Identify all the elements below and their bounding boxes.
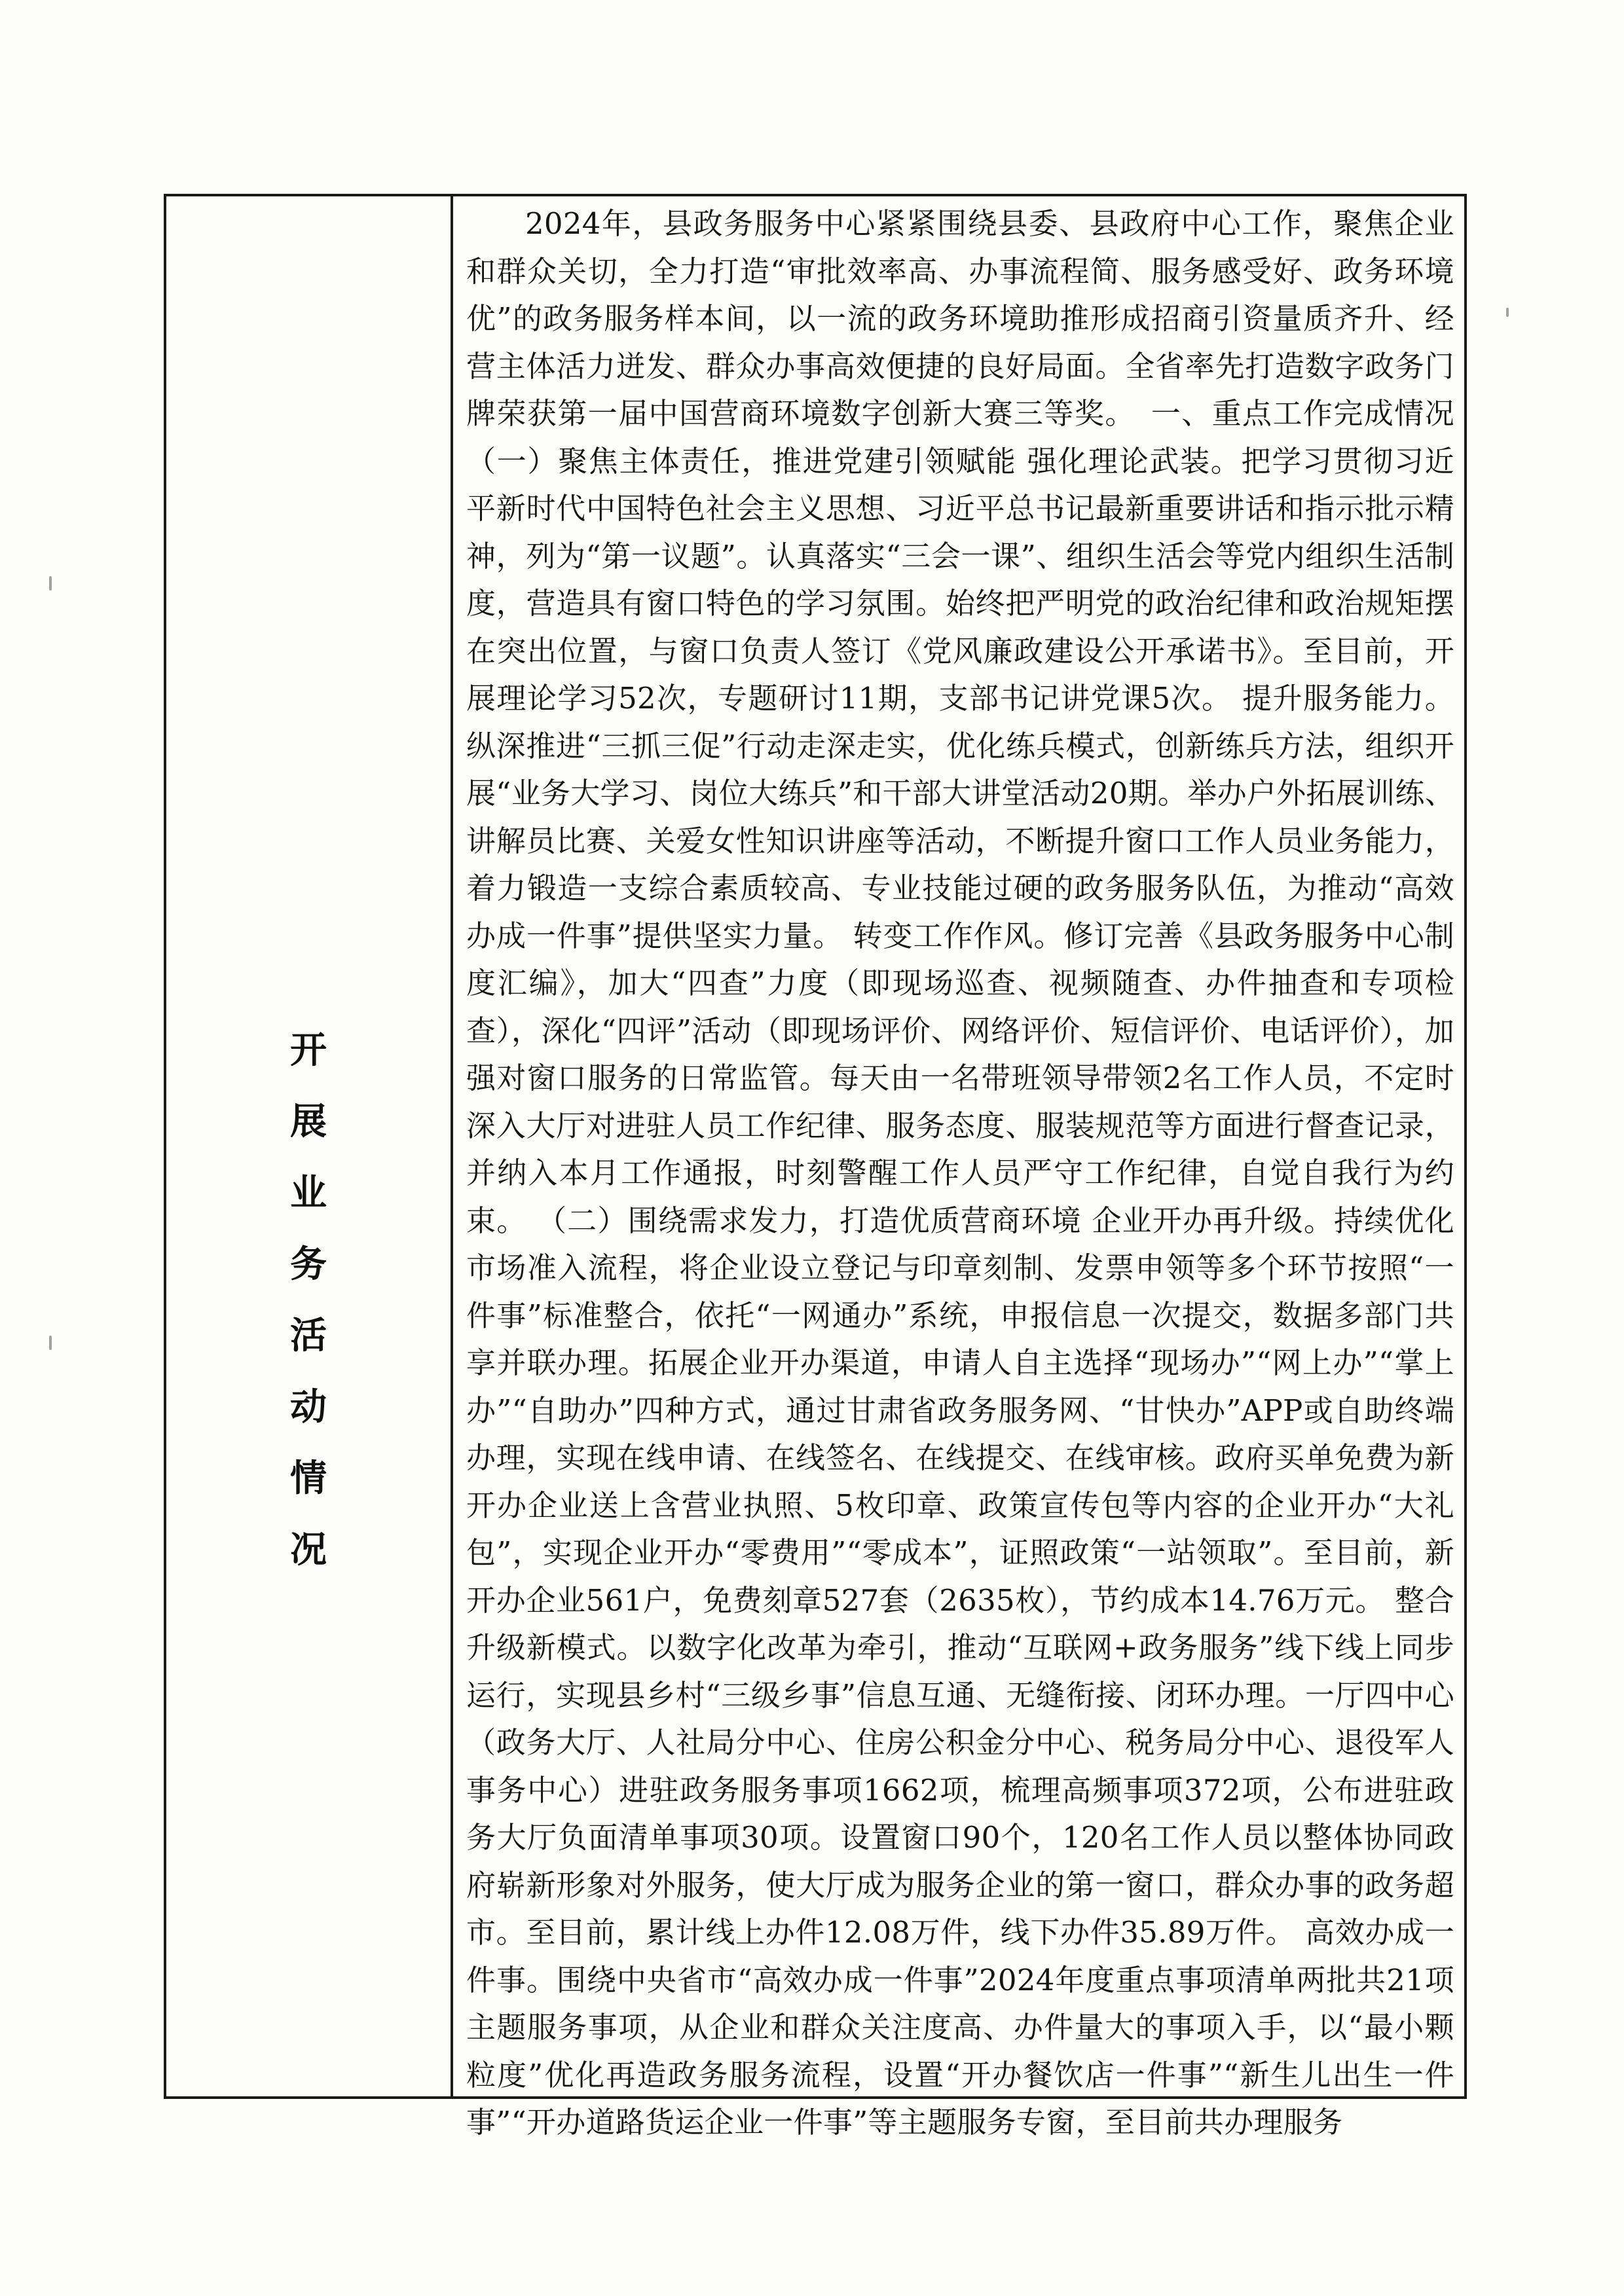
section-label-char: 活 xyxy=(290,1315,327,1357)
body-paragraph: 2024年，县政务服务中心紧紧围绕县委、县政府中心工作，聚焦企业和群众关切，全力打造“审批效率高、办事流程简、服务感受好、政务环境优”的政务服务样本间，以一流的政务环境助推形成招商引资量质齐升、经营主体活力迸发、群众办事高效便捷的良好局面。全省率先打造数字政务门牌荣获第一届中国营商环境数字创新大赛三等奖。 一、重点工作完成情况 （一）聚焦主体责任，推进党建引领赋能 强化理论武装。把学习贯彻习近平新时代中国特色社会主义思想、习近平总书记最新重要讲话和指示批示精神，列为“第一议题”。认真落实“三会一课”、组织生活会等党内组织生活制度，营造具有窗口特色的学习氛围。始终把严明党的政治纪律和政治规矩摆在突出位置，与窗口负责人签订《党风廉政建设公开承诺书》。至目前，开展理论学习52次，专题研讨11期，支部书记讲党课5次。 提升服务能力。纵深推进“三抓三促”行动走深走实，优化练兵模式，创新练兵方法，组织开展“业务大学习、岗位大练兵”和干部大讲堂活动20期。举办户外拓展训练、讲解员比赛、关爱女性知识讲座等活动，不断提升窗口工作人员业务能力，着力锻造一支综合素质较高、专业技能过硬的政务服务队伍，为推动“高效办成一件事”提供坚实力量。 转变工作作风。修订完善《县政务服务中心制度汇编》，加大“四查”力度（即现场巡查、视频随查、办件抽查和专项检查），深化“四评”活动（即现场评价、网络评价、短信评价、电话评价），加强对窗口服务的日常监管。每天由一名带班领导带领2名工作人员，不定时深入大厅对进驻人员工作纪律、服务态度、服装规范等方面进行督查记录，并纳入本月工作通报，时刻警醒工作人员严守工作纪律，自觉自我行为约束。 （二）围绕需求发力，打造优质营商环境 企业开办再升级。持续优化市场准入流程，将企业设立登记与印章刻制、发票申领等多个环节按照“一件事”标准整合，依托“一网通办”系统，申报信息一次提交，数据多部门共享并联办理。拓展企业开办渠道，申请人自主选择“现场办”“网上办”“掌上办”“自助办”四种方式，通过甘肃省政务服务网、“甘快办”APP或自助终端办理，实现在线申请、在线签名、在线提交、在线审核。政府买单免费为新开办企业送上含营业执照、5枚印章、政策宣传包等内容的企业开办“大礼包”，实现企业开办“零费用”“零成本”，证照政策“一站领取”。至目前，新开办企业561户，免费刻章527套（2635枚），节约成本14.76万元。 整合升级新模式。以数字化改革为牵引，推动“互联网+政务服务”线下线上同步运行，实现县乡村“三级乡事”信息互通、无缝衔接、闭环办理。一厅四中心（政务大厅、人社局分中心、住房公积金分中心、税务局分中心、退役军人事务中心）进驻政务服务事项1662项，梳理高频事项372项，公布进驻政务大厅负面清单事项30项。设置窗口90个，120名工作人员以整体协同政府崭新形象对外服务，使大厅成为服务企业的第一窗口，群众办事的政务超市。至目前，累计线上办件12.08万件，线下办件35.89万件。 高效办成一件事。围绕中央省市“高效办成一件事”2024年度重点事项清单两批共21项主题服务事项，从企业和群众关注度高、办件量大的事项入手，以“最小颗粒度”优化再造政务服务流程，设置“开办餐饮店一件事”“新生儿出生一件事”“开办道路货运企业一件事”等主题服务专窗，至目前共办理服务 xyxy=(466,206,1485,2140)
scan-mark xyxy=(49,576,52,591)
scan-mark xyxy=(49,1336,52,1350)
section-label-char: 况 xyxy=(290,1529,327,1571)
section-label-char: 开 xyxy=(290,1029,327,1072)
section-label-char: 展 xyxy=(290,1101,327,1143)
label-cell xyxy=(166,196,453,2096)
content-cell xyxy=(453,196,1485,2140)
report-table xyxy=(164,194,1485,2140)
section-label-char: 业 xyxy=(290,1172,327,1214)
section-label-char: 情 xyxy=(290,1457,327,1500)
section-label xyxy=(166,1015,451,1586)
section-label-char: 动 xyxy=(290,1386,327,1429)
section-label-char: 务 xyxy=(290,1243,327,1286)
scan-mark xyxy=(1506,308,1509,317)
